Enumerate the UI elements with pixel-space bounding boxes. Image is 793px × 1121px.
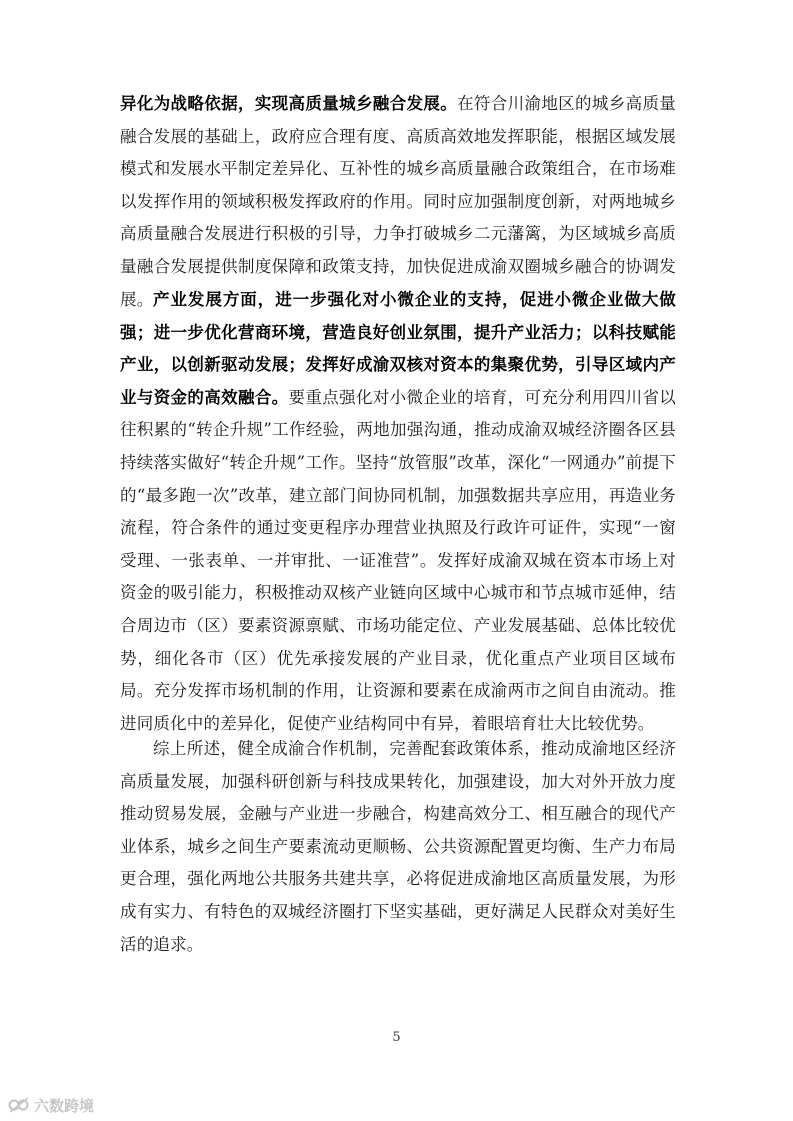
paragraph-1	[120, 88, 676, 316]
paragraph-2-bold-lead: 产业发展方面，进一步强化对小微企业的支持，促进小微企业做大做强；进一步优化营商环境，营造良好创业氛围，提升产业活力；以科技赋能产业，以创新驱动发展；发挥好成渝双核对资本的集聚优势，引导区域内产业与资金的高效融合。	[120, 290, 676, 407]
paragraph-2	[120, 284, 676, 740]
paragraph-3-body: 综上所述，健全成渝合作机制，完善配套政策体系，推动成渝地区经济高质量发展，加强科研创新与科技成果转化，加强建设，加大对外开放力度推动贸易发展，金融与产业进一步融合，构建高效分工、相互融合的现代产业体系，城乡之间生产要素流动更顺畅、公共资源配置更均衡、生产力布局更合理，强化两地公共服务共建共享，必将促进成渝地区高质量发展，为形成有实力、有特色的双城经济圈打下坚实基础，更好满足人民群众对美好生活的追求。	[120, 739, 676, 954]
watermark-text: 六数跨境	[34, 1096, 95, 1115]
paragraph-3	[120, 733, 676, 961]
paragraph-2-body: 要重点强化对小微企业的培育，可充分利用四川省以往积累的“转企升规”工作经验，两地加强沟通，推动成渝双城经济圈各区县持续落实做好“转企升规”工作。坚持“放管服”改革，深化“一网通办”前提下的“最多跑一次”改革，建立部门间协同机制，加强数据共享应用，再造业务流程，符合条件的通过变更程序办理营业执照及行政许可证件，实现“一窗受理、一张表单、一并审批、一证准营”。发挥好成渝双城在资本市场上对资金的吸引能力，积极推动双核产业链向区域中心城市和节点城市延伸，结合周边市（区）要素资源禀赋、市场功能定位、产业发展基础、总体比较优势，细化各市（区）优先承接发展的产业目录，优化重点产业项目区域布局。充分发挥市场机制的作用，让资源和要素在成渝两市之间自由流动。推进同质化中的差异化，促使产业结构同中有异，着眼培育壮大比较优势。	[120, 387, 676, 733]
paragraph-1-bold-lead: 异化为战略依据，实现高质量城乡融合发展。	[120, 94, 458, 113]
watermark-logo-icon	[8, 1096, 30, 1114]
paragraph-1-body: 在符合川渝地区的城乡高质量融合发展的基础上，政府应合理有度、高质高效地发挥职能，根据区域发展模式和发展水平制定差异化、互补性的城乡高质量融合政策组合，在市场难以发挥作用的领域积极发挥政府的作用。同时应加强制度创新，对两地城乡高质量融合发展进行积极的引导，力争打破城乡二元藩篱，为区域城乡高质量融合发展提供制度保障和政策支持，加快促进成渝双圈城乡融合的协调发展。	[120, 94, 676, 309]
watermark	[8, 1094, 94, 1116]
page-number: 5	[392, 1030, 401, 1045]
